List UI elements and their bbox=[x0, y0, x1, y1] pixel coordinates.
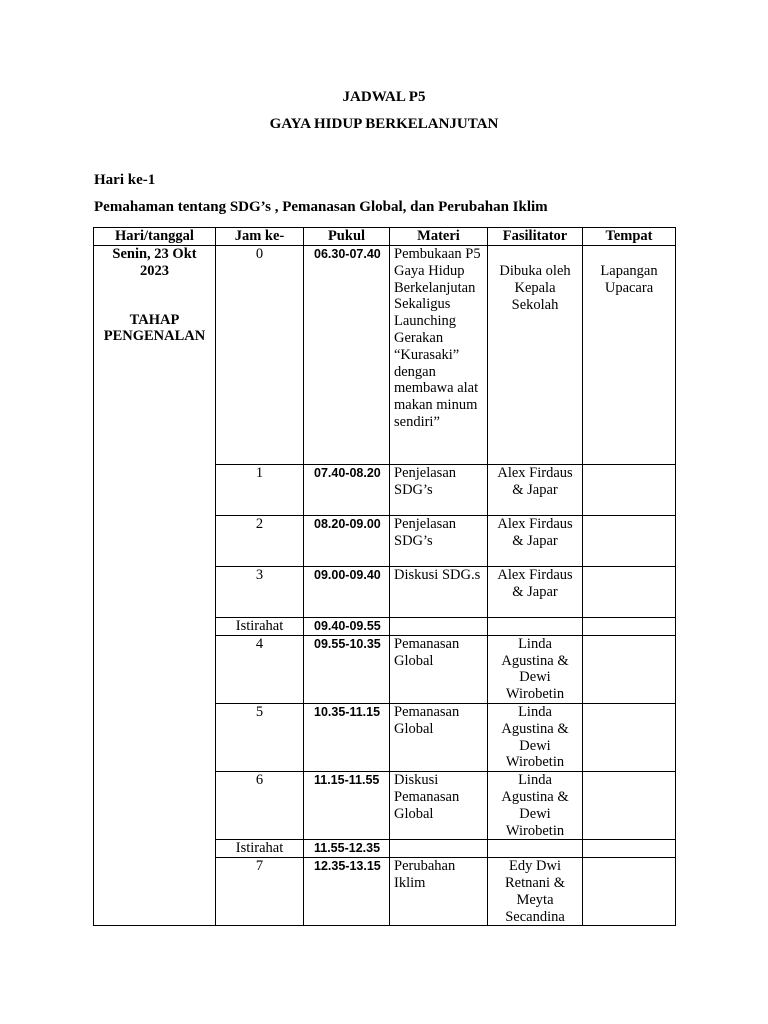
cell-fasilitator: Edy Dwi Retnani & Meyta Secandina bbox=[488, 858, 583, 926]
cell-tempat bbox=[583, 246, 676, 465]
cell-pukul: 11.15-11.55 bbox=[304, 772, 390, 840]
cell-tempat bbox=[583, 635, 676, 703]
cell-materi: Diskusi SDG.s bbox=[390, 567, 488, 618]
cell-jam: 4 bbox=[216, 635, 304, 703]
cell-fasilitator: Linda Agustina & Dewi Wirobetin bbox=[488, 703, 583, 771]
cell-materi: Perubahan Iklim bbox=[390, 858, 488, 926]
cell-tempat bbox=[583, 567, 676, 618]
cell-pukul: 07.40-08.20 bbox=[304, 465, 390, 516]
stage-label: TAHAP PENGENALAN bbox=[103, 311, 206, 345]
cell-pukul: 10.35-11.15 bbox=[304, 703, 390, 771]
cell-fasilitator: Linda Agustina & Dewi Wirobetin bbox=[488, 772, 583, 840]
cell-materi: Penjelasan SDG’s bbox=[390, 516, 488, 567]
cell-jam: 0 bbox=[216, 246, 304, 465]
cell-jam: 2 bbox=[216, 516, 304, 567]
cell-materi: Pemanasan Global bbox=[390, 635, 488, 703]
day-cell bbox=[94, 246, 216, 926]
cell-jam: Istirahat bbox=[216, 618, 304, 636]
cell-tempat-text: Lapangan Upacara bbox=[600, 263, 658, 296]
cell-jam: 7 bbox=[216, 858, 304, 926]
cell-pukul: 09.40-09.55 bbox=[304, 618, 390, 636]
cell-jam: 6 bbox=[216, 772, 304, 840]
cell-tempat bbox=[583, 516, 676, 567]
cell-pukul: 09.00-09.40 bbox=[304, 567, 390, 618]
header-materi: Materi bbox=[390, 228, 488, 246]
cell-fasilitator: Linda Agustina & Dewi Wirobetin bbox=[488, 635, 583, 703]
cell-materi bbox=[390, 618, 488, 636]
cell-jam: 5 bbox=[216, 703, 304, 771]
cell-tempat bbox=[583, 465, 676, 516]
cell-pukul: 09.55-10.35 bbox=[304, 635, 390, 703]
cell-jam: Istirahat bbox=[216, 840, 304, 858]
cell-pukul: 08.20-09.00 bbox=[304, 516, 390, 567]
header-jam: Jam ke- bbox=[216, 228, 304, 246]
cell-fasilitator: Alex Firdaus & Japar bbox=[488, 516, 583, 567]
table-row bbox=[94, 246, 676, 465]
cell-fasilitator: Alex Firdaus & Japar bbox=[488, 465, 583, 516]
cell-tempat bbox=[583, 772, 676, 840]
cell-tempat bbox=[583, 703, 676, 771]
header-tempat: Tempat bbox=[583, 228, 676, 246]
cell-fasilitator bbox=[488, 840, 583, 858]
cell-pukul: 11.55-12.35 bbox=[304, 840, 390, 858]
cell-fasilitator: Alex Firdaus & Japar bbox=[488, 567, 583, 618]
topic-heading: Pemahaman tentang SDG’s , Pemanasan Global, dan Perubahan Iklim bbox=[94, 199, 548, 215]
day-label: Hari ke-1 bbox=[94, 172, 156, 188]
cell-materi: Pembukaan P5 Gaya Hidup Berkelanjutan Sekaligus Launching Gerakan “Kurasaki” dengan membawa alat makan minum sendiri” bbox=[390, 246, 488, 465]
schedule-table bbox=[93, 227, 676, 926]
table-header-row bbox=[94, 228, 676, 246]
cell-jam: 1 bbox=[216, 465, 304, 516]
cell-tempat bbox=[583, 840, 676, 858]
cell-fasilitator bbox=[488, 246, 583, 465]
cell-fasilitator bbox=[488, 618, 583, 636]
day-date: Senin, 23 Okt 2023 bbox=[112, 246, 197, 279]
document-subtitle: GAYA HIDUP BERKELANJUTAN bbox=[269, 116, 499, 132]
cell-materi: Diskusi Pemanasan Global bbox=[390, 772, 488, 840]
cell-jam: 3 bbox=[216, 567, 304, 618]
cell-pukul: 12.35-13.15 bbox=[304, 858, 390, 926]
cell-materi: Pemanasan Global bbox=[390, 703, 488, 771]
cell-materi: Penjelasan SDG’s bbox=[390, 465, 488, 516]
cell-tempat bbox=[583, 618, 676, 636]
cell-pukul: 06.30-07.40 bbox=[304, 246, 390, 465]
cell-materi bbox=[390, 840, 488, 858]
cell-tempat bbox=[583, 858, 676, 926]
document-title: JADWAL P5 bbox=[342, 89, 426, 105]
header-pukul: Pukul bbox=[304, 228, 390, 246]
header-fasilitator: Fasilitator bbox=[488, 228, 583, 246]
cell-fasilitator-text: Dibuka oleh Kepala Sekolah bbox=[499, 263, 571, 313]
header-day: Hari/tanggal bbox=[94, 228, 216, 246]
